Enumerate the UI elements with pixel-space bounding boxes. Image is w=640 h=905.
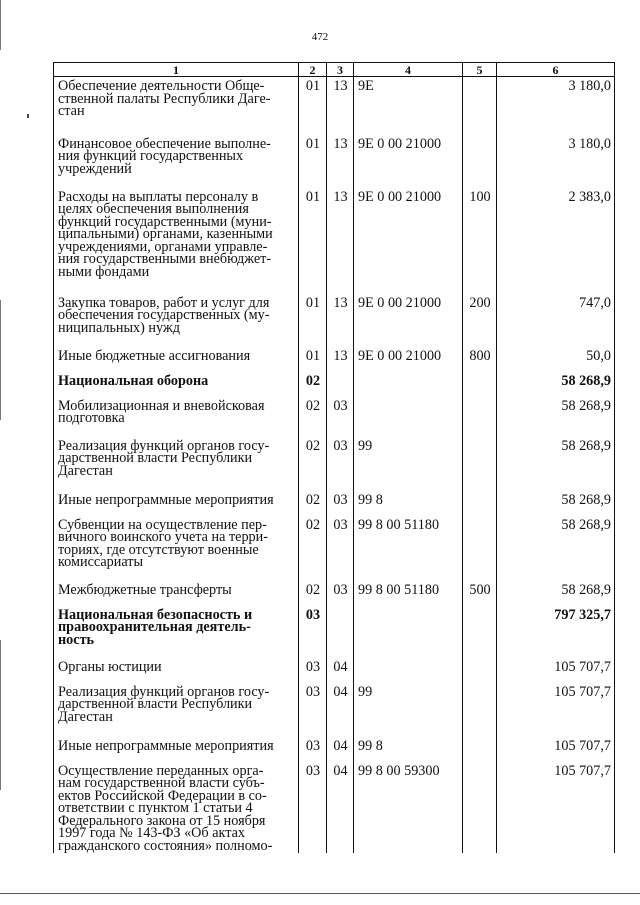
amount-cell: 105 707,7 (497, 683, 615, 737)
table-row (54, 491, 615, 516)
target-article-code-cell: 99 8 00 51180 (354, 581, 463, 606)
item-name-line: Иные непрограммные мероприятия (58, 737, 274, 754)
expense-type-code-cell: 200 (463, 294, 497, 347)
header-col-4: 4 (354, 63, 463, 77)
table-row (54, 516, 615, 581)
item-name-line: обеспечения государственных (му- (58, 307, 270, 324)
expense-type-code-cell: 800 (463, 347, 497, 372)
item-name-line: Обеспечение деятельности Обще- (58, 78, 265, 94)
expense-type-code-cell (463, 606, 497, 658)
margin-mark (27, 114, 29, 118)
item-name-cell (54, 294, 299, 347)
item-name-line: Органы юстиции (58, 658, 162, 675)
item-name-line: функций государственными (муни- (58, 213, 272, 230)
amount-cell: 797 325,7 (497, 606, 615, 658)
item-name-cell (54, 737, 299, 762)
item-name-line: Мобилизационная и вневойсковая (58, 397, 265, 414)
section-code-cell: 02 (299, 397, 327, 437)
subsection-code-cell: 04 (327, 683, 354, 737)
section-code-cell: 02 (299, 437, 327, 491)
item-name-line: Иные бюджетные ассигнования (58, 347, 251, 364)
item-name-line: вичного воинского учета на терри- (58, 529, 268, 546)
subsection-code-cell: 13 (327, 135, 354, 188)
target-article-code-cell: 9Е 0 00 21000 (354, 294, 463, 347)
section-code-cell: 02 (299, 372, 327, 397)
subsection-code-cell: 13 (327, 294, 354, 347)
item-name-cell (54, 437, 299, 491)
section-code-cell: 01 (299, 77, 327, 135)
item-name-cell (54, 347, 299, 372)
item-name-line: правоохранительная деятель- (58, 619, 251, 636)
item-name-cell (54, 372, 299, 397)
item-name-line: дарственной власти Республики (58, 696, 253, 713)
table-row (54, 397, 615, 437)
table-row (54, 188, 615, 294)
item-name-line: нам государственной власти субъ- (58, 775, 265, 792)
expense-type-code-cell (463, 491, 497, 516)
item-name-line: Расходы на выплаты персоналу в (58, 188, 259, 205)
item-name-line: ными фондами (58, 264, 150, 281)
item-name-line: ториях, где отсутствуют военные (58, 541, 259, 558)
item-name-line: ственной палаты Республики Даге- (58, 90, 271, 107)
item-name-line: стан (58, 103, 85, 120)
item-name-line: Субвенции на осуществление пер- (58, 516, 267, 533)
expense-type-code-cell: 100 (463, 188, 497, 294)
table-row (54, 737, 615, 762)
item-name-line: 1997 года № 143-ФЗ «Об актах (58, 825, 245, 842)
section-code-cell: 01 (299, 347, 327, 372)
item-name-cell (54, 762, 299, 853)
section-code-cell: 02 (299, 581, 327, 606)
target-article-code-cell: 9Е (354, 77, 463, 135)
item-name-line: Федерального закона от 15 ноября (58, 812, 266, 829)
item-name-line: целях обеспечения выполнения (58, 201, 249, 218)
target-article-code-cell: 9Е 0 00 21000 (354, 347, 463, 372)
item-name-cell (54, 491, 299, 516)
item-name-line: ниципальных) нужд (58, 319, 180, 336)
item-name-cell (54, 581, 299, 606)
item-name-cell (54, 135, 299, 188)
table-row (54, 437, 615, 491)
target-article-code-cell: 9Е 0 00 21000 (354, 188, 463, 294)
amount-cell: 105 707,7 (497, 737, 615, 762)
item-name-line: ность (58, 631, 95, 648)
subsection-code-cell: 04 (327, 762, 354, 853)
table-row (54, 77, 615, 135)
item-name-line: Закупка товаров, работ и услуг для (58, 294, 270, 311)
section-code-cell: 03 (299, 737, 327, 762)
left-margin-line (0, 300, 1, 420)
header-col-3: 3 (327, 63, 354, 77)
item-name-line: Реализация функций органов госу- (58, 683, 270, 700)
page-number: 472 (311, 31, 329, 43)
amount-cell: 3 180,0 (497, 135, 615, 188)
item-name-line: комиссариаты (58, 554, 143, 571)
target-article-code-cell: 99 8 (354, 737, 463, 762)
item-name-line: Финансовое обеспечение выполне- (58, 135, 271, 152)
amount-cell: 50,0 (497, 347, 615, 372)
subsection-code-cell (327, 606, 354, 658)
item-name-line: Осуществление переданных орга- (58, 762, 264, 779)
item-name-cell (54, 658, 299, 683)
section-code-cell: 03 (299, 683, 327, 737)
amount-cell: 58 268,9 (497, 581, 615, 606)
target-article-code-cell: 99 (354, 683, 463, 737)
subsection-code-cell: 04 (327, 737, 354, 762)
section-code-cell: 03 (299, 762, 327, 853)
expense-type-code-cell (463, 437, 497, 491)
expense-type-code-cell (463, 737, 497, 762)
subsection-code-cell: 13 (327, 347, 354, 372)
subsection-code-cell (327, 372, 354, 397)
header-col-6: 6 (497, 63, 615, 77)
item-name-line: Национальная безопасность и (58, 606, 253, 623)
amount-cell: 58 268,9 (497, 491, 615, 516)
subsection-code-cell: 03 (327, 516, 354, 581)
item-name-line: учреждений (58, 160, 132, 177)
table-row (54, 581, 615, 606)
target-article-code-cell (354, 397, 463, 437)
table-row (54, 606, 615, 658)
amount-cell: 58 268,9 (497, 437, 615, 491)
amount-cell: 58 268,9 (497, 516, 615, 581)
amount-cell: 105 707,7 (497, 658, 615, 683)
page-bottom-edge (0, 893, 640, 894)
item-name-cell (54, 77, 299, 135)
subsection-code-cell: 03 (327, 491, 354, 516)
item-name-line: ответствии с пунктом 1 статьи 4 (58, 800, 253, 817)
item-name-line: Дагестан (58, 462, 113, 479)
target-article-code-cell: 99 8 (354, 491, 463, 516)
table-header-row (54, 63, 615, 77)
target-article-code-cell: 99 (354, 437, 463, 491)
item-name-line: Национальная оборона (58, 372, 209, 389)
expense-type-code-cell: 500 (463, 581, 497, 606)
header-col-5: 5 (463, 63, 497, 77)
item-name-cell (54, 606, 299, 658)
section-code-cell: 01 (299, 135, 327, 188)
expense-type-code-cell (463, 658, 497, 683)
expense-type-code-cell (463, 372, 497, 397)
header-col-1: 1 (54, 63, 299, 77)
subsection-code-cell: 03 (327, 437, 354, 491)
section-code-cell: 01 (299, 188, 327, 294)
table-row (54, 683, 615, 737)
table-row (54, 135, 615, 188)
item-name-cell (54, 397, 299, 437)
amount-cell: 58 268,9 (497, 372, 615, 397)
expense-type-code-cell (463, 135, 497, 188)
table-row (54, 294, 615, 347)
item-name-line: ния государственными внебюджет- (58, 251, 272, 268)
target-article-code-cell: 99 8 00 59300 (354, 762, 463, 853)
item-name-line: Дагестан (58, 708, 113, 725)
amount-cell: 747,0 (497, 294, 615, 347)
section-code-cell: 02 (299, 491, 327, 516)
item-name-line: ния функций государственных (58, 148, 244, 165)
item-name-line: гражданского состояния» полномо- (58, 838, 273, 855)
target-article-code-cell (354, 372, 463, 397)
table-row (54, 658, 615, 683)
item-name-line: подготовка (58, 410, 125, 427)
target-article-code-cell (354, 658, 463, 683)
amount-cell: 2 383,0 (497, 188, 615, 294)
amount-cell: 3 180,0 (497, 77, 615, 135)
item-name-line: Иные непрограммные мероприятия (58, 491, 274, 508)
item-name-line: ектов Российской Федерации в со- (58, 787, 267, 804)
section-code-cell: 03 (299, 658, 327, 683)
amount-cell: 105 707,7 (497, 762, 615, 853)
item-name-cell (54, 516, 299, 581)
target-article-code-cell: 9Е 0 00 21000 (354, 135, 463, 188)
subsection-code-cell: 03 (327, 581, 354, 606)
subsection-code-cell: 13 (327, 77, 354, 135)
table-row (54, 372, 615, 397)
expense-type-code-cell (463, 397, 497, 437)
expense-type-code-cell (463, 77, 497, 135)
item-name-line: учреждениями, органами управле- (58, 238, 268, 255)
budget-table (53, 62, 615, 853)
header-col-2: 2 (299, 63, 327, 77)
item-name-line: Реализация функций органов госу- (58, 437, 270, 454)
table-row (54, 347, 615, 372)
subsection-code-cell: 04 (327, 658, 354, 683)
table-row (54, 762, 615, 853)
item-name-line: ципальными) органами, казенными (58, 226, 273, 243)
subsection-code-cell: 13 (327, 188, 354, 294)
expense-type-code-cell (463, 683, 497, 737)
expense-type-code-cell (463, 516, 497, 581)
target-article-code-cell: 99 8 00 51180 (354, 516, 463, 581)
item-name-cell (54, 683, 299, 737)
target-article-code-cell (354, 606, 463, 658)
amount-cell: 58 268,9 (497, 397, 615, 437)
section-code-cell: 03 (299, 606, 327, 658)
subsection-code-cell: 03 (327, 397, 354, 437)
expense-type-code-cell (463, 762, 497, 853)
item-name-line: дарственной власти Республики (58, 450, 253, 467)
item-name-line: Межбюджетные трансферты (58, 581, 232, 598)
section-code-cell: 01 (299, 294, 327, 347)
left-margin-line (0, 640, 1, 790)
item-name-cell (54, 188, 299, 294)
section-code-cell: 02 (299, 516, 327, 581)
